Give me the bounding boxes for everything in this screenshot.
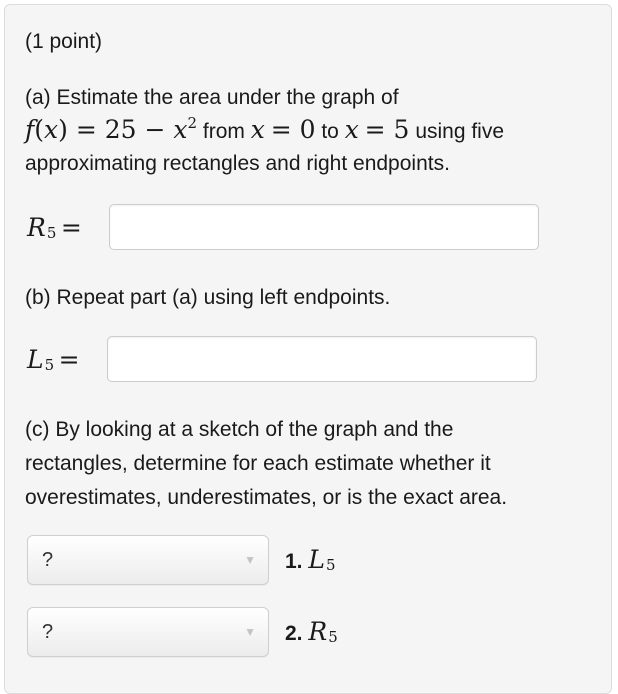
select-value: ? <box>42 549 54 571</box>
from-text: from <box>202 120 245 143</box>
part-b-text: (b) Repeat part (a) using left endpoints. <box>25 286 391 309</box>
r5-estimate-select[interactable] <box>27 607 269 657</box>
select-value: ? <box>42 621 54 643</box>
equation-rest: = 25 − <box>75 115 174 144</box>
exponent: 2 <box>187 114 198 132</box>
variable-x: x <box>44 115 59 144</box>
question-card <box>4 4 612 694</box>
item-1-label: 1. $L_5$ <box>285 545 336 574</box>
chevron-down-icon: ▼ <box>244 553 256 567</box>
part-c-line1: (c) By looking at a sketch of the graph and the <box>25 418 454 441</box>
points-label: (1 point) <box>25 30 103 53</box>
r5-label: $R_5$ = <box>27 213 82 242</box>
part-c-line2: rectangles, determine for each estimate whether it <box>25 452 491 475</box>
r5-input[interactable] <box>109 204 539 250</box>
l5-estimate-select[interactable] <box>27 535 269 585</box>
lower-bound: = 0 <box>270 115 316 144</box>
using-text: using five <box>415 120 505 143</box>
upper-bound: = 5 <box>364 115 410 144</box>
part-a-line1: (a) Estimate the area under the graph of <box>25 86 399 109</box>
l5-label: $L_5$ = <box>27 345 80 374</box>
function-f: f <box>25 115 35 144</box>
chevron-down-icon: ▼ <box>244 625 256 639</box>
part-a-line3: approximating rectangles and right endpoints. <box>25 152 450 175</box>
l5-input[interactable] <box>107 336 537 382</box>
item-2-label: 2. $R_5$ <box>285 617 338 646</box>
to-text: to <box>321 120 339 143</box>
part-a-formula-line: $f(x) = 25 - x^2$ from x = 0 to x = 5 using five <box>25 114 505 144</box>
part-c-line3: overestimates, underestimates, or is the exact area. <box>25 486 508 509</box>
